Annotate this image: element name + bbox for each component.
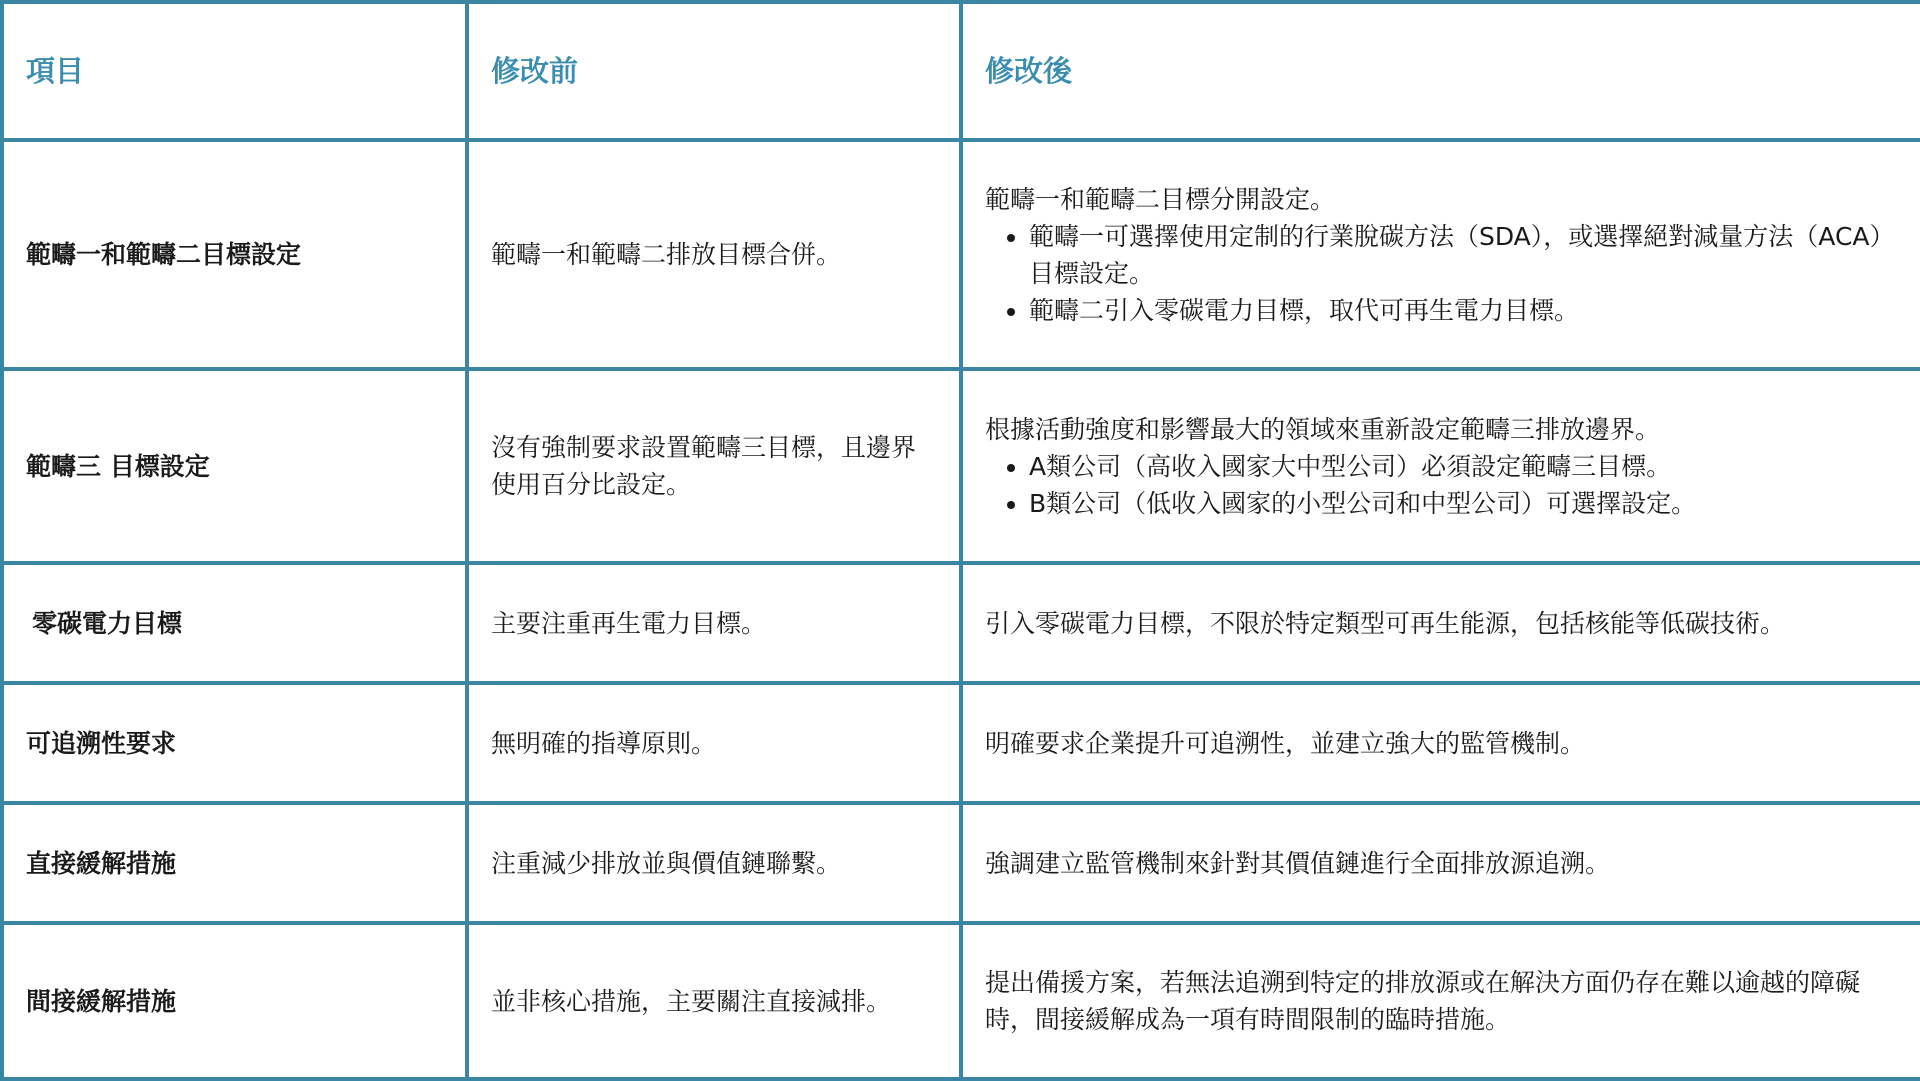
table-row bbox=[2, 369, 1920, 563]
header-item: 項目 bbox=[2, 2, 467, 140]
after-bullet-item: • 範疇一可選擇使用定制的行業脫碳方法（SDA），或選擇絕對減量方法（ACA）目標設定。 bbox=[1029, 218, 1898, 292]
row-item-cell: 直接緩解措施 bbox=[2, 803, 467, 923]
header-row bbox=[2, 2, 1920, 140]
table-row bbox=[2, 140, 1920, 369]
header-before: 修改前 bbox=[467, 2, 961, 140]
after-bullet-item: • A類公司（高收入國家大中型公司）必須設定範疇三目標。 bbox=[1029, 448, 1898, 485]
row-before-cell: 範疇一和範疇二排放目標合併。 bbox=[467, 140, 961, 369]
row-before-cell: 並非核心措施，主要關注直接減排。 bbox=[467, 923, 961, 1079]
row-after-cell: 引入零碳電力目標，不限於特定類型可再生能源，包括核能等低碳技術。 bbox=[961, 563, 1920, 683]
row-item-cell: 間接緩解措施 bbox=[2, 923, 467, 1079]
row-item-cell: 範疇三 目標設定 bbox=[2, 369, 467, 563]
table-row bbox=[2, 683, 1920, 803]
row-item-cell: 零碳電力目標 bbox=[2, 563, 467, 683]
row-before-cell: 主要注重再生電力目標。 bbox=[467, 563, 961, 683]
header-after: 修改後 bbox=[961, 2, 1920, 140]
after-lead-text: 根據活動強度和影響最大的領域來重新設定範疇三排放邊界。 bbox=[985, 414, 1661, 444]
after-bullet-list bbox=[985, 448, 1898, 522]
row-before-cell: 無明確的指導原則。 bbox=[467, 683, 961, 803]
row-after-cell bbox=[961, 140, 1920, 369]
row-before-cell: 沒有強制要求設置範疇三目標，且邊界使用百分比設定。 bbox=[467, 369, 961, 563]
after-bullet-item: • 範疇二引入零碳電力目標，取代可再生電力目標。 bbox=[1029, 292, 1898, 329]
table-row bbox=[2, 923, 1920, 1079]
row-item-cell: 範疇一和範疇二目標設定 bbox=[2, 140, 467, 369]
row-after-cell: 強調建立監管機制來針對其價值鏈進行全面排放源追溯。 bbox=[961, 803, 1920, 923]
after-lead-text: 範疇一和範疇二目標分開設定。 bbox=[985, 184, 1336, 214]
row-after-cell: 提出備援方案，若無法追溯到特定的排放源或在解決方面仍存在難以逾越的障礙時，間接緩解成為一項有時間限制的臨時措施。 bbox=[961, 923, 1920, 1079]
row-before-cell: 注重減少排放並與價值鏈聯繫。 bbox=[467, 803, 961, 923]
row-item-cell: 可追溯性要求 bbox=[2, 683, 467, 803]
row-after-cell: 明確要求企業提升可追溯性，並建立強大的監管機制。 bbox=[961, 683, 1920, 803]
after-bullet-item: • B類公司（低收入國家的小型公司和中型公司）可選擇設定。 bbox=[1029, 485, 1898, 522]
table-row bbox=[2, 563, 1920, 683]
row-after-cell bbox=[961, 369, 1920, 563]
table-row bbox=[2, 803, 1920, 923]
after-bullet-list bbox=[985, 218, 1898, 329]
